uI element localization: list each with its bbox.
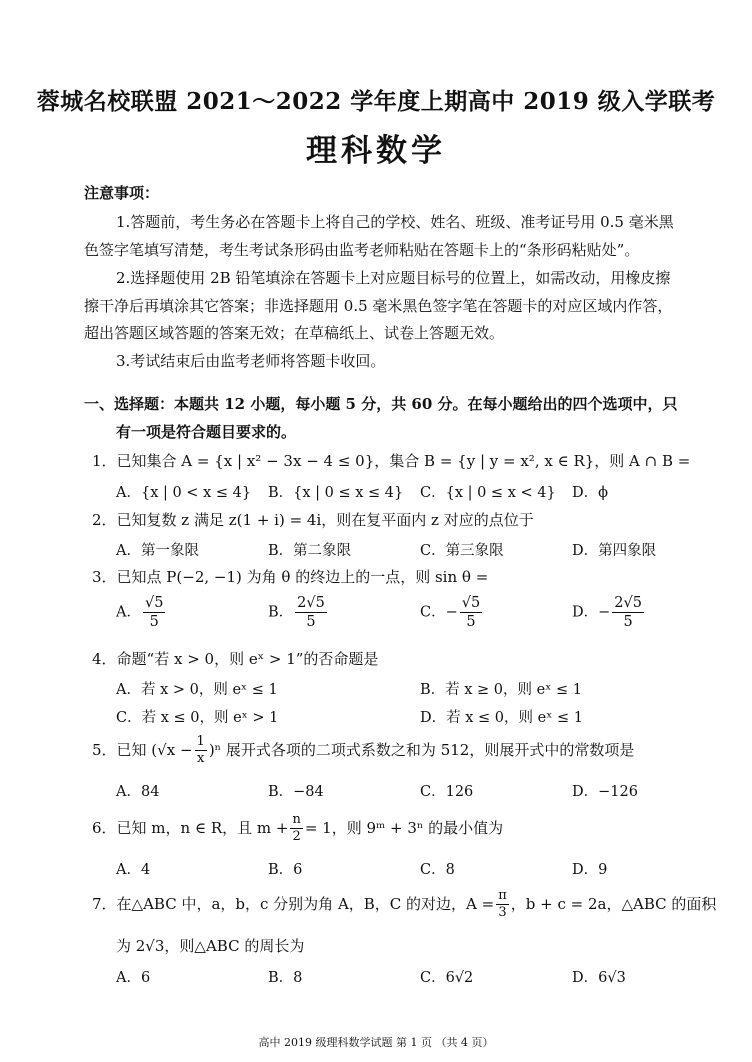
fraction (612, 594, 644, 631)
option-label: B． (268, 604, 294, 621)
fraction (143, 594, 165, 631)
option-b (268, 594, 329, 631)
notice-line: 1.答题前，考生务必在答题卡上将自己的学校、姓名、班级、准考证号用 0.5 毫米黑 (116, 213, 674, 231)
notice-heading: 注意事项： (84, 184, 160, 202)
fraction-denominator: 5 (466, 614, 476, 631)
fraction (496, 888, 509, 922)
option-d: D．−126 (572, 784, 638, 800)
option-a: A．6 (116, 970, 151, 986)
notice-line: 超出答题区域答题的答案无效；在草稿纸上、试卷上答题无效。 (84, 324, 505, 342)
option-b: B．6 (268, 862, 303, 878)
fraction-denominator: x (197, 751, 205, 767)
fraction-numerator: π (496, 888, 509, 905)
question-stem: 1．已知集合 A = {x | x² − 3x − 4 ≤ 0}，集合 B = {y | y = x², x ∈ R}，则 A ∩ B = (92, 452, 691, 470)
section-heading-cont: 有一项是符合题目要求的。 (116, 423, 297, 441)
option-c: C．{x | 0 ≤ x < 4} (420, 485, 556, 501)
fraction (195, 734, 207, 768)
notice-line: 3.考试结束后由监考老师将答题卡收回。 (116, 352, 386, 370)
question-stem: 2．已知复数 z 满足 z(1 + i) = 4i，则在复平面内 z 对应的点位于 (92, 511, 534, 529)
fraction-numerator: 2√5 (295, 594, 327, 613)
option-b: B．若 x ≥ 0，则 eˣ ≤ 1 (420, 682, 582, 698)
option-a: A．第一象限 (116, 543, 199, 559)
option-d: D．第四象限 (572, 543, 657, 559)
question-stem-cont: 为 2√3，则△ABC 的周长为 (116, 937, 305, 955)
question-stem: 4．命题“若 x > 0，则 eˣ > 1”的否命题是 (92, 650, 379, 668)
option-label: D．− (572, 604, 611, 621)
fraction-denominator: 5 (623, 614, 633, 631)
fraction-denominator: 5 (306, 614, 316, 631)
subject-title: 理科数学 (306, 133, 446, 169)
notice-line: 2.选择题使用 2B 铅笔填涂在答题卡上对应题目标号的位置上，如需改动，用橡皮擦 (116, 269, 671, 287)
option-a: A．{x | 0 < x ≤ 4} (116, 485, 252, 501)
option-d: D．6√3 (572, 970, 626, 986)
option-d: D．9 (572, 862, 608, 878)
option-c (420, 594, 484, 631)
stem-text: 5．已知 (√x − (92, 740, 193, 759)
question-stem (92, 812, 503, 846)
stem-text: 7．在△ABC 中，a，b，c 分别为角 A，B，C 的对边，A = (92, 894, 495, 913)
stem-text: ，b + c = 2a，△ABC 的面积 (510, 894, 717, 913)
option-d: D．若 x ≤ 0，则 eˣ ≤ 1 (420, 710, 583, 726)
section-heading: 一、选择题：本题共 12 小题，每小题 5 分，共 60 分。在每小题给出的四个选项中，只 (84, 395, 678, 413)
option-b: B．−84 (268, 784, 324, 800)
fraction (295, 594, 327, 631)
option-c: C．第三象限 (420, 543, 504, 559)
fraction-numerator: n (290, 812, 302, 829)
notice-line: 色签字笔填写清楚，考生考试条形码由监考老师粘贴在答题卡上的“条形码粘贴处”。 (84, 241, 640, 259)
fraction (460, 594, 482, 631)
stem-text: = 1，则 9ᵐ + 3ⁿ 的最小值为 (304, 818, 504, 837)
option-a: A．4 (116, 862, 151, 878)
option-label: A． (116, 604, 141, 621)
fraction-numerator: √5 (460, 594, 482, 613)
question-stem: 3．已知点 P(−2, −1) 为角 θ 的终边上的一点，则 sin θ = (92, 568, 489, 586)
stem-text: )ⁿ 展开式各项的二项式系数之和为 512，则展开式中的常数项是 (208, 740, 635, 759)
page-footer: 高中 2019 级理科数学试题 第 1 页 （共 4 页） (258, 1036, 494, 1049)
option-b: B．第二象限 (268, 543, 352, 559)
question-stem (92, 734, 634, 768)
option-c: C．6√2 (420, 970, 474, 986)
question-stem (92, 888, 716, 922)
fraction-numerator: √5 (143, 594, 165, 613)
option-label: C．− (420, 604, 458, 621)
option-d (572, 594, 646, 631)
notice-line: 擦干净后再填涂其它答案；非选择题用 0.5 毫米黑色签字笔在答题卡的对应区域内作答， (84, 297, 673, 315)
option-b: B．{x | 0 ≤ x ≤ 4} (268, 485, 404, 501)
fraction-denominator: 5 (149, 614, 159, 631)
option-c: C．若 x ≤ 0，则 eˣ > 1 (116, 710, 279, 726)
fraction-numerator: 1 (195, 734, 207, 751)
stem-text: 6．已知 m，n ∈ R，且 m + (92, 818, 289, 837)
option-a: A．若 x > 0，则 eˣ ≤ 1 (116, 682, 278, 698)
option-d: D．ϕ (572, 485, 609, 501)
fraction (290, 812, 302, 846)
fraction-numerator: 2√5 (612, 594, 644, 613)
option-a (116, 594, 167, 631)
option-a: A．84 (116, 784, 160, 800)
fraction-denominator: 3 (498, 905, 507, 921)
fraction-denominator: 2 (292, 829, 301, 845)
option-b: B．8 (268, 970, 303, 986)
option-c: C．8 (420, 862, 455, 878)
exam-title: 蓉城名校联盟 2021～2022 学年度上期高中 2019 级入学联考 (36, 88, 716, 115)
option-c: C．126 (420, 784, 474, 800)
